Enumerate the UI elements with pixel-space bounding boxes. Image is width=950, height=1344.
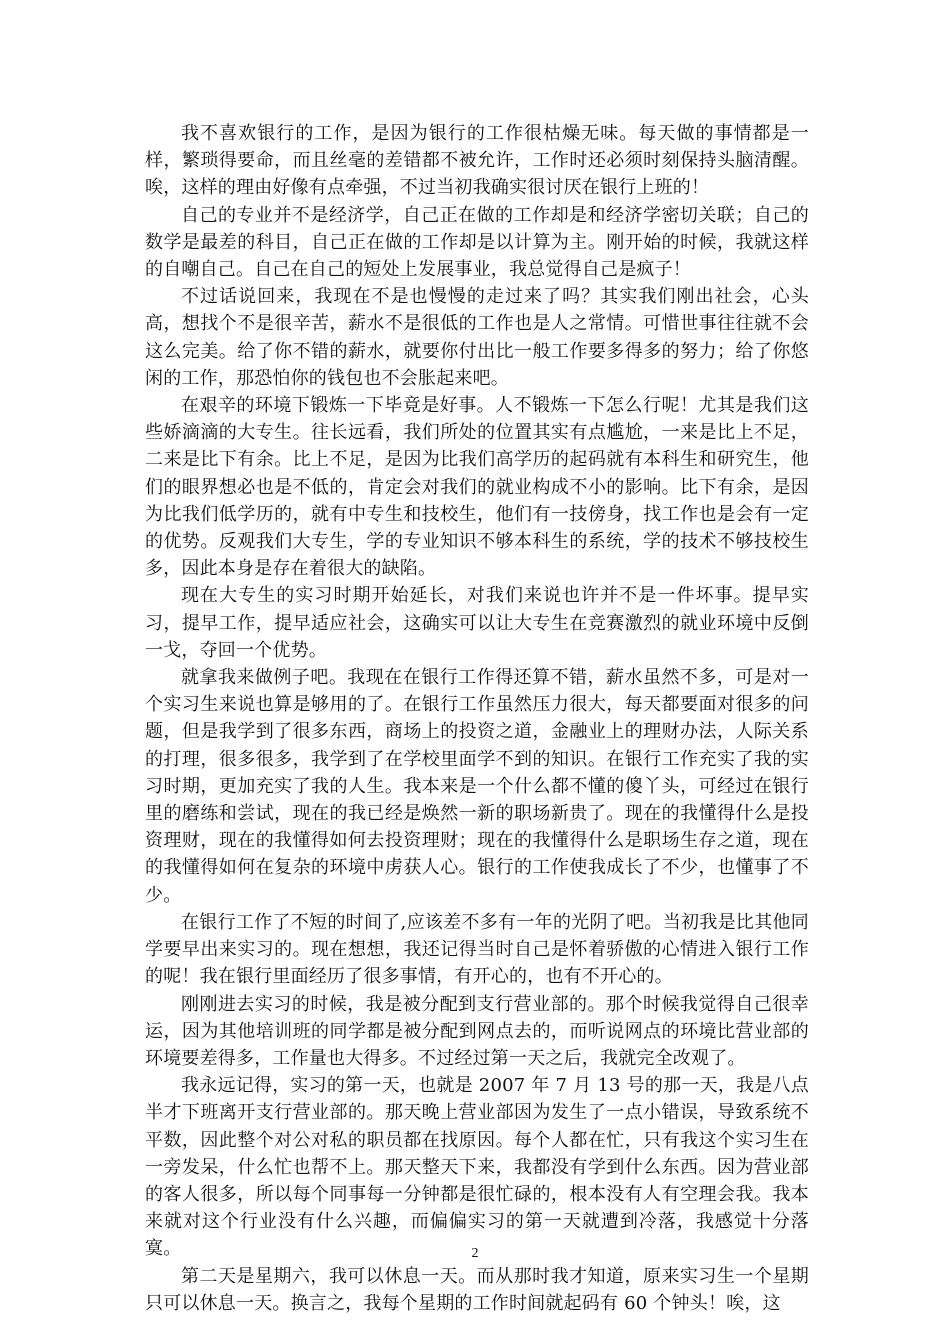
- paragraph: 在艰辛的环境下锻炼一下毕竟是好事。人不锻炼一下怎么行呢！尤其是我们这些娇滴滴的大专生。往长远看，我们所处的位置其实有点尴尬，一来是比上不足，二来是比下有余。比上不足，是因为比我们高学历的起码就有本科生和研究生，他们的眼界想必也是不低的，肯定会对我们的就业构成不小的影响。比下有余，是因为比我们低学历的，就有中专生和技校生，他们有一技傍身，找工作也是会有一定的优势。反观我们大专生，学的专业知识不够本科生的系统，学的技术不够技校生多，因此本身是存在着很大的缺陷。: [145, 395, 809, 580]
- paragraph: 自己的专业并不是经济学，自己正在做的工作却是和经济学密切关联；自己的数学是最差的科目，自己正在做的工作却是以计算为主。刚开始的时候，我就这样的自嘲自己。自己在自己的短处上发展事业，我总觉得自己是疯子！: [145, 204, 809, 281]
- paragraph: 刚刚进去实习的时候，我是被分配到支行营业部的。那个时候我觉得自己很幸运，因为其他培训班的同学都是被分配到网点去的，而听说网点的环境比营业部的环境要差得多，工作量也大得多。不过经过第一天之后，我就完全改观了。: [145, 993, 809, 1069]
- paragraph: 第二天是星期六，我可以休息一天。而从那时我才知道，原来实习生一个星期只可以休息一天。换言之，我每个星期的工作时间就起码有 60 个钟头！唉，这: [145, 1265, 809, 1314]
- paragraph: 不过话说回来，我现在不是也慢慢的走过来了吗？其实我们刚出社会，心头高，想找个不是很辛苦，薪水不是很低的工作也是人之常情。可惜世事往往就不会这么完美。给了你不错的薪水，就要你付出比一般工作要多得多的努力；给了你悠闲的工作，那恐怕你的钱包也不会胀起来吧。: [145, 286, 809, 389]
- paragraph: 在银行工作了不短的时间了,应该差不多有一年的光阴了吧。当初我是比其他同学要早出来实习的。现在想想，我还记得当时自己是怀着骄傲的心情进入银行工作的呢！我在银行里面经历了很多事情，有开心的，也有不开心的。: [145, 911, 809, 988]
- paragraph: 我不喜欢银行的工作，是因为银行的工作很枯燥无味。每天做的事情都是一样，繁琐得要命，而且丝毫的差错都不被允许，工作时还必须时刻保持头脑清醒。唉，这样的理由好像有点牵强，不过当初我确实很讨厌在银行上班的！: [145, 123, 809, 199]
- paragraph: 就拿我来做例子吧。我现在在银行工作得还算不错，薪水虽然不多，可是对一个实习生来说也算是够用的了。在银行工作虽然压力很大，每天都要面对很多的问题，但是我学到了很多东西，商场上的投资之道，金融业上的理财办法，人际关系的打理，很多很多，我学到了在学校里面学不到的知识。在银行工作充实了我的实习时期，更加充实了我的人生。我本来是一个什么都不懂的傻丫头，可经过在银行里的磨练和尝试，现在的我已经是焕然一新的职场新贵了。现在的我懂得什么是投资理财，现在的我懂得如何去投资理财；现在的我懂得什么是职场生存之道，现在的我懂得如何在复杂的环境中虏获人心。银行的工作使我成长了不少，也懂事了不少。: [145, 667, 809, 906]
- document-page: [145, 120, 809, 1317]
- paragraph: 现在大专生的实习时期开始延长，对我们来说也许并不是一件坏事。提早实习，提早工作，提早适应社会，这确实可以让大专生在竞赛激烈的就业环境中反倒一戈，夺回一个优势。: [145, 585, 809, 661]
- page-number: 2: [471, 1246, 479, 1261]
- paragraph: 我永远记得，实习的第一天，也就是 2007 年 7 月 13 号的那一天，我是八点半才下班离开支行营业部的。那天晚上营业部因为发生了一点小错误，导致系统不平数，因此整个对公对私的职员都在找原因。每个人都在忙，只有我这个实习生在一旁发呆，什么忙也帮不上。那天整天下来，我都没有学到什么东西。因为营业部的客人很多，所以每个同事每一分钟都是很忙碌的，根本没有人有空理会我。我本来就对这个行业没有什么兴趣，而偏偏实习的第一天就遭到冷落，我感觉十分落寞。: [145, 1075, 809, 1260]
